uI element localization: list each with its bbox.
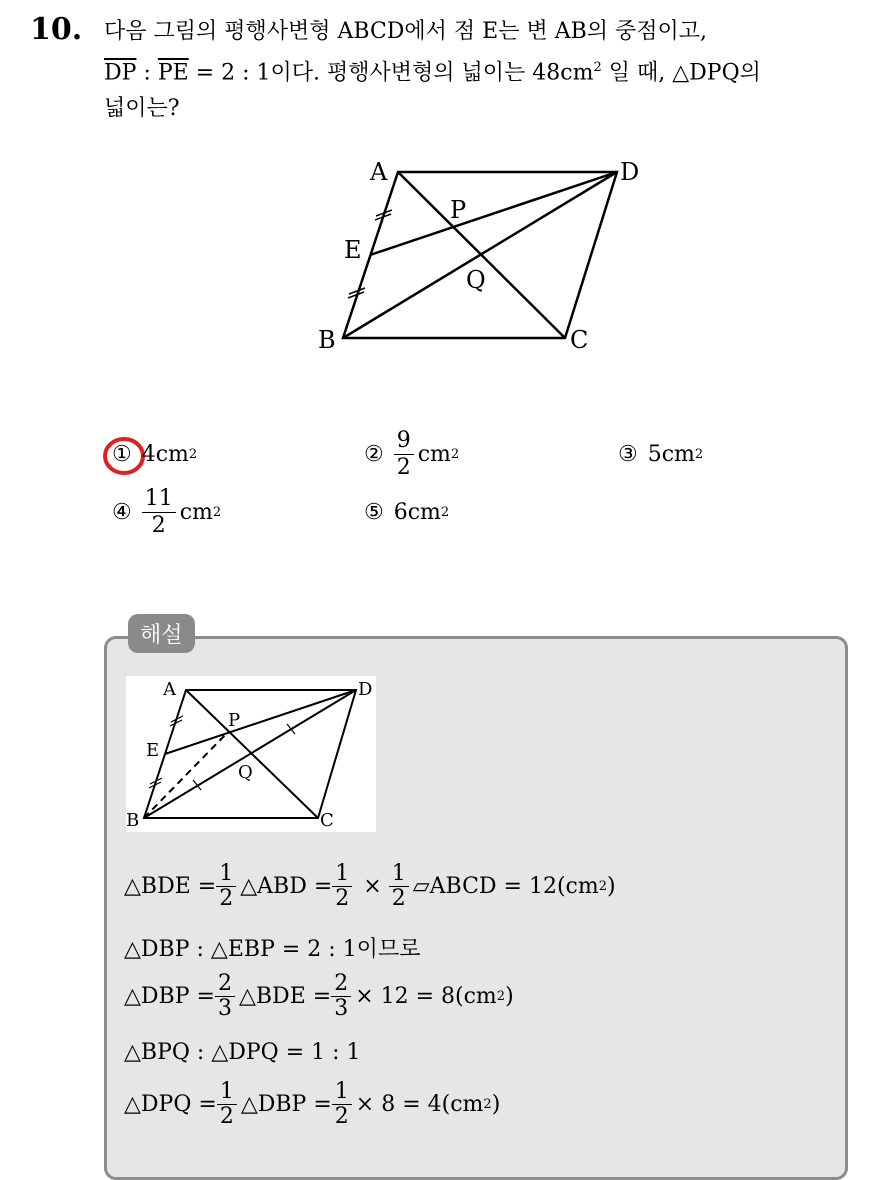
sol-label-p: P — [228, 710, 241, 731]
choice-1[interactable]: ① 4cm 2 — [112, 442, 198, 467]
choice-3[interactable]: ③ 5cm 2 — [618, 442, 704, 467]
solution-line-5: △DPQ = $\frac{1}{2}$ △DBP = $\frac{1}{2}$ × 8 = 4(cm 2 ) — [124, 1079, 501, 1129]
question-line-3: 넓이는? — [104, 96, 180, 122]
choice-5[interactable]: ⑤ 6cm 2 — [364, 500, 450, 525]
label-q: Q — [466, 266, 486, 294]
sol-label-c: C — [320, 810, 334, 831]
sol-label-e: E — [146, 740, 160, 761]
label-c: C — [570, 326, 589, 354]
parallelogram-figure — [300, 150, 660, 360]
segment-dp: $\overline{DP}$ — [104, 60, 137, 86]
solution-line-3: △DBP = $\frac{2}{3}$ △BDE = $\frac{2}{3}$ × 12 = 8(cm 2 ) — [124, 971, 514, 1021]
label-d: D — [620, 158, 640, 186]
label-a: A — [370, 158, 388, 186]
label-p: P — [450, 196, 467, 224]
choice-2[interactable]: ② $\frac{9}{2}$ cm 2 — [364, 428, 460, 480]
label-b: B — [318, 326, 336, 354]
sol-label-d: D — [358, 679, 373, 700]
question-number: 10. — [30, 12, 83, 47]
solution-label: 해설 — [128, 614, 195, 653]
question-line-2: $\overline{DP}$ : $\overline{PE} = 2$ : 1이다. 평행사변형의 넓이는 $48cm^2$ 일 때, △DPQ의 — [104, 60, 761, 86]
question-line-1: 다음 그림의 평행사변형 ABCD에서 점 E는 변 AB의 중점이고, — [104, 19, 708, 44]
choice-4[interactable]: ④ $\frac{11}{2}$ cm 2 — [112, 486, 222, 538]
solution-figure — [126, 676, 376, 832]
sol-label-a: A — [163, 679, 176, 700]
segment-pe: $\overline{PE}$ — [157, 60, 189, 86]
solution-line-2: △DBP : △EBP = 2 : 1이므로 — [124, 937, 421, 962]
question-text — [104, 14, 864, 127]
solution-line-1: △BDE = $\frac{1}{2}$ △ABD = $\frac{1}{2}$ × $\frac{1}{2}$ ▱ABCD = 12(cm 2 ) — [124, 861, 616, 911]
solution-line-4: △BPQ : △DPQ = 1 : 1 — [124, 1040, 361, 1065]
sol-label-b: B — [126, 810, 140, 831]
sol-label-q: Q — [238, 762, 253, 783]
label-e: E — [344, 236, 362, 264]
